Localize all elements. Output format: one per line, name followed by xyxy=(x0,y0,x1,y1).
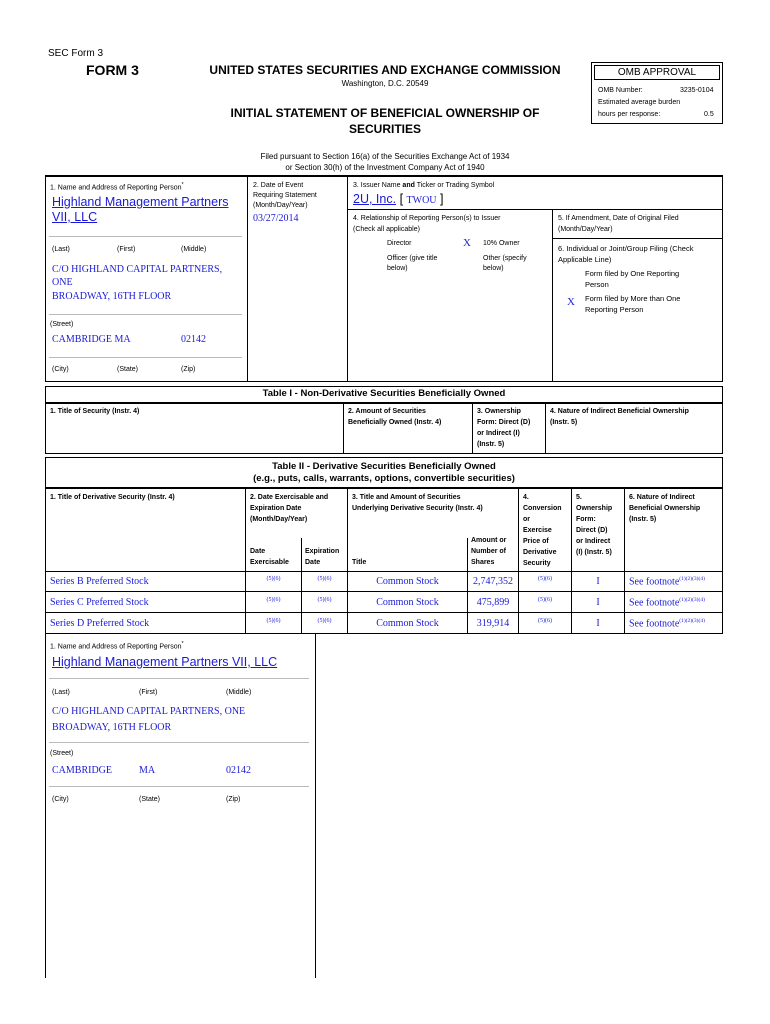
more-than-one-option-1[interactable]: Form filed by More than One xyxy=(585,294,681,303)
one-person-option-2: Person xyxy=(585,280,609,289)
commission-location: Washington, D.C. 20549 xyxy=(341,79,429,88)
row-underlying-title: Common Stock xyxy=(376,597,439,608)
one-person-option-1[interactable]: Form filed by One Reporting xyxy=(585,269,680,278)
first-label: (First) xyxy=(117,246,136,253)
event-date-label-1: 2. Date of Event xyxy=(253,182,304,189)
row-underlying-title: Common Stock xyxy=(376,618,439,629)
table2-title-1: Table II - Derivative Securities Beneficially Owned xyxy=(272,461,496,472)
relationship-label-2: (Check all applicable) xyxy=(353,226,420,233)
reporting-person-name-1[interactable]: Highland Management Partners xyxy=(52,195,229,209)
row-amount: 475,899 xyxy=(476,597,510,608)
row-nature: See footnote$^{(1)(2)(3)(4)}$ xyxy=(629,576,705,588)
table2-col-date-ex-2: Exercisable xyxy=(250,559,289,566)
table2-col-conv-5: Price of xyxy=(523,538,549,545)
top-grid-border xyxy=(45,175,723,177)
row-price: (5)(6) xyxy=(538,618,552,624)
last-label: (Last) xyxy=(52,246,70,253)
omb-number-value: 3235-0104 xyxy=(680,87,714,94)
issuer-label: 3. Issuer Name and Ticker or Trading Symbol xyxy=(353,182,495,189)
table2-col-conv-4: Exercise xyxy=(523,527,552,534)
table2-col-form-1: 5. xyxy=(576,494,582,501)
row-date-exercisable: (5)(6) xyxy=(266,618,281,624)
row-expiration: (5)(6) xyxy=(317,597,332,603)
table2-col-date-1: 2. Date Exercisable and xyxy=(250,494,329,501)
statement-title-2: SECURITIES xyxy=(348,122,421,136)
table2-col-amount-3: Shares xyxy=(471,559,495,566)
row-underlying-title: Common Stock xyxy=(376,576,439,587)
address-line-2: ONE xyxy=(52,277,73,288)
omb-burden-label: Estimated average burden xyxy=(598,99,681,106)
issuer-name-row: 2U, Inc. [ TWOU ] xyxy=(353,192,444,206)
table2-col-date-2: Expiration Date xyxy=(250,505,302,512)
officer-option-1[interactable]: Officer (give title xyxy=(387,255,438,262)
relationship-label-1: 4. Relationship of Reporting Person(s) to Issuer xyxy=(353,215,501,222)
reporting-person-name-2[interactable]: VII, LLC xyxy=(52,210,98,224)
row-expiration: (5)(6) xyxy=(317,576,332,582)
event-date-label-3: (Month/Day/Year) xyxy=(253,202,308,209)
table2-col-conv-2: Conversion xyxy=(523,505,562,512)
row-amount: 319,914 xyxy=(476,618,510,629)
table1-col-nature-1: 4. Nature of Indirect Beneficial Ownership xyxy=(550,408,689,415)
form-number: FORM 3 xyxy=(86,62,139,78)
issuer-name-link[interactable]: 2U, Inc. xyxy=(353,192,397,206)
reporter2-city-label: (City) xyxy=(52,796,69,803)
omb-hours-value: 0.5 xyxy=(704,111,714,118)
zip-value: 02142 xyxy=(181,334,206,345)
table2-col-amount-2: Number of xyxy=(471,548,506,555)
reporter2-state-label: (State) xyxy=(139,796,161,803)
event-date-value: 03/27/2014 xyxy=(253,213,299,224)
city-state-value: CAMBRIDGE MA xyxy=(52,334,131,345)
table2-col-conv-6: Derivative xyxy=(523,549,557,556)
row-title: Series B Preferred Stock xyxy=(50,576,149,587)
row-nature: See footnote$^{(1)(2)(3)(4)}$ xyxy=(629,618,705,630)
table1-col-title: 1. Title of Security (Instr. 4) xyxy=(50,408,140,415)
table1-title: Table I - Non-Derivative Securities Beneficially Owned xyxy=(262,388,506,399)
table2-col-conv-3: or xyxy=(523,516,530,523)
reporter2-name-link[interactable]: Highland Management Partners VII, LLC xyxy=(52,655,278,669)
city-label: (City) xyxy=(52,366,69,373)
table2-col-exp-1: Expiration xyxy=(305,548,340,555)
row-ownership-form: I xyxy=(596,618,600,629)
reporter2-state-value: MA xyxy=(139,765,156,776)
amendment-label-2: (Month/Day/Year) xyxy=(558,226,613,233)
table2-col-form-6: (I) (Instr. 5) xyxy=(576,549,612,556)
statement-title-1: INITIAL STATEMENT OF BENEFICIAL OWNERSHIP OF xyxy=(230,106,540,120)
reporter2-address-2: BROADWAY, 16TH FLOOR xyxy=(52,722,172,733)
filed-pursuant-1: Filed pursuant to Section 16(a) of the Securities Exchange Act of 1934 xyxy=(260,152,510,161)
table2-col-title: 1. Title of Derivative Security (Instr. 4) xyxy=(50,494,175,501)
state-label: (State) xyxy=(117,366,139,373)
event-date-label-2: Requiring Statement xyxy=(253,192,317,199)
ten-percent-option[interactable]: 10% Owner xyxy=(483,240,520,247)
middle-label: (Middle) xyxy=(181,246,207,253)
reporter2-middle-label: (Middle) xyxy=(226,689,252,696)
row-title: Series C Preferred Stock xyxy=(50,597,149,608)
reporter2-zip-label: (Zip) xyxy=(226,796,241,803)
zip-label: (Zip) xyxy=(181,366,196,373)
table2-col-nature-2: Beneficial Ownership xyxy=(629,505,701,512)
table2-col-date-ex-1: Date xyxy=(250,548,266,555)
omb-title: OMB APPROVAL xyxy=(594,65,720,80)
table2-col-date-3: (Month/Day/Year) xyxy=(250,516,308,523)
row-price: (5)(6) xyxy=(538,597,552,603)
table2-col-exp-2: Date xyxy=(305,559,321,566)
table2-col-underlying-1: 3. Title and Amount of Securities xyxy=(352,494,461,501)
filed-pursuant-2: or Section 30(h) of the Investment Company Act of 1940 xyxy=(285,163,485,172)
other-option-2: below) xyxy=(483,265,504,272)
officer-option-2: below) xyxy=(387,265,408,272)
table2-col-form-2: Ownership xyxy=(576,505,613,512)
reporting-person-label: 1. Name and Address of Reporting Person* xyxy=(50,182,184,192)
row-ownership-form: I xyxy=(596,597,600,608)
table2-col-conv-1: 4. xyxy=(523,494,529,501)
reporter2-label: 1. Name and Address of Reporting Person* xyxy=(50,641,184,651)
table2-col-amount-1: Amount or xyxy=(471,537,507,544)
more-than-one-check[interactable]: X xyxy=(567,296,575,308)
reporter2-city-value: CAMBRIDGE xyxy=(52,765,113,776)
row-ownership-form: I xyxy=(596,576,600,587)
reporter2-zip-value: 02142 xyxy=(226,765,251,776)
row-date-exercisable: (5)(6) xyxy=(266,597,281,603)
reporter2-first-label: (First) xyxy=(139,689,158,696)
table2-col-nature-1: 6. Nature of Indirect xyxy=(629,494,695,501)
table1-col-ownership-3: or Indirect (I) xyxy=(477,430,520,437)
director-option[interactable]: Director xyxy=(387,240,412,247)
address-line-1: C/O HIGHLAND CAPITAL PARTNERS, xyxy=(52,264,223,275)
table2-col-form-4: Direct (D) xyxy=(576,527,608,534)
row-title: Series D Preferred Stock xyxy=(50,618,150,629)
row-amount: 2,747,352 xyxy=(473,576,513,587)
table2-col-conv-7: Security xyxy=(523,560,551,567)
row-nature: See footnote$^{(1)(2)(3)(4)}$ xyxy=(629,597,705,609)
address-line-3: BROADWAY, 16TH FLOOR xyxy=(52,291,172,302)
reporter2-last-label: (Last) xyxy=(52,689,70,696)
ten-percent-check[interactable]: X xyxy=(463,237,471,249)
table2-col-underlying-title: Title xyxy=(352,559,367,566)
table1-col-ownership-1: 3. Ownership xyxy=(477,408,521,415)
reporter2-address-1: C/O HIGHLAND CAPITAL PARTNERS, ONE xyxy=(52,706,246,717)
filing-type-label-1: 6. Individual or Joint/Group Filing (Check xyxy=(558,244,694,253)
street-label: (Street) xyxy=(50,321,74,328)
row-date-exercisable: (5)(6) xyxy=(266,576,281,582)
table1-col-ownership-2: Form: Direct (D) xyxy=(477,419,531,426)
reporter2-street-label: (Street) xyxy=(50,750,74,757)
row-expiration: (5)(6) xyxy=(317,618,332,624)
row-price: (5)(6) xyxy=(538,576,552,582)
other-option-1[interactable]: Other (specify xyxy=(483,255,527,262)
table1-col-ownership-4: (Instr. 5) xyxy=(477,441,505,448)
omb-hours-label: hours per response: xyxy=(598,111,661,118)
table2-col-underlying-2: Underlying Derivative Security (Instr. 4) xyxy=(352,505,483,512)
ticker-symbol: TWOU xyxy=(406,195,437,206)
table2-col-form-3: Form: xyxy=(576,516,596,523)
table1-col-amount-1: 2. Amount of Securities xyxy=(348,408,426,415)
commission-title: UNITED STATES SECURITIES AND EXCHANGE COMMISSION xyxy=(209,63,561,77)
more-than-one-option-2: Reporting Person xyxy=(585,305,644,314)
table1-col-amount-2: Beneficially Owned (Instr. 4) xyxy=(348,419,442,426)
table2-col-nature-3: (Instr. 5) xyxy=(629,516,657,523)
table1-col-nature-2: (Instr. 5) xyxy=(550,419,578,426)
amendment-label-1: 5. If Amendment, Date of Original Filed xyxy=(558,215,679,222)
omb-number-label: OMB Number: xyxy=(598,87,643,94)
filing-type-label-2: Applicable Line) xyxy=(558,255,612,264)
table2-title-2: (e.g., puts, calls, warrants, options, convertible securities) xyxy=(253,473,515,484)
sec-form-label: SEC Form 3 xyxy=(48,48,104,59)
table2-col-form-5: or Indirect xyxy=(576,538,611,545)
